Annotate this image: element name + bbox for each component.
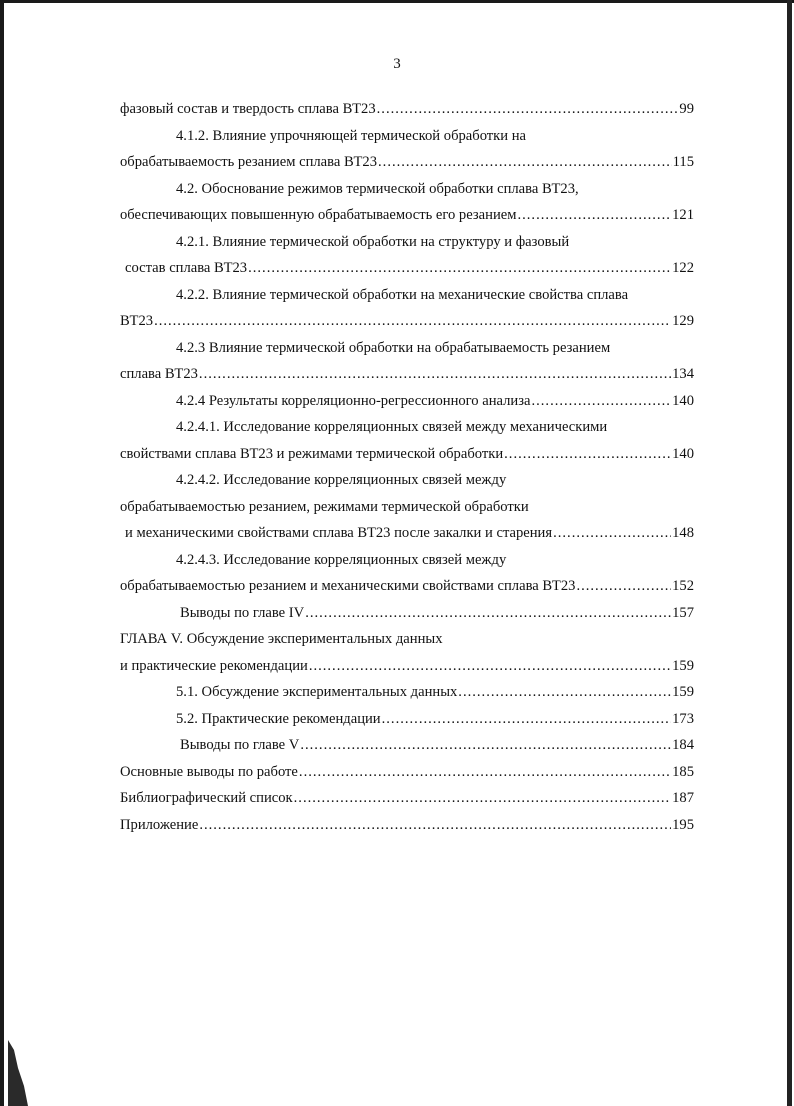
- toc-leader-dots: [576, 573, 671, 600]
- toc-entry: [120, 335, 694, 362]
- toc-entry: [120, 812, 694, 839]
- toc-entry-page: 152: [672, 578, 694, 594]
- toc-entry-page: 121: [672, 207, 694, 223]
- toc-entry-text: ГЛАВА V. Обсуждение экспериментальных данных: [120, 631, 443, 647]
- toc-entry-page: 159: [672, 684, 694, 700]
- scan-border-left: [0, 0, 4, 1106]
- toc-entry-text: 4.2.4.3. Исследование корреляционных связей между: [176, 551, 507, 568]
- toc-entry-text: обеспечивающих повышенную обрабатываемость его резанием: [120, 207, 517, 223]
- toc-leader-dots: [300, 732, 671, 759]
- toc-entry: [120, 96, 694, 123]
- toc-entry-text: 4.2.4.1. Исследование корреляционных связей между механическими: [176, 419, 608, 435]
- toc-entry-text: ВТ23: [120, 313, 154, 329]
- toc-entry: [120, 759, 694, 786]
- toc-entry: [120, 388, 694, 415]
- toc-leader-dots: [294, 785, 671, 812]
- toc-leader-dots: [377, 96, 679, 123]
- toc-entry-page: 99: [679, 101, 694, 117]
- toc-entry-text: обрабатываемость резанием сплава ВТ23: [120, 154, 378, 170]
- toc-entry-page: 122: [672, 260, 694, 276]
- toc-leader-dots: [553, 520, 671, 547]
- toc-entry: [120, 547, 694, 574]
- toc-entry: [120, 441, 694, 468]
- toc-entry: [120, 706, 694, 733]
- toc-entry: [120, 494, 694, 521]
- toc-entry-text: 4.1.2. Влияние упрочняющей термической обработки на: [176, 127, 527, 144]
- toc-leader-dots: [517, 202, 671, 229]
- toc-leader-dots: [382, 706, 671, 733]
- toc-entry: [120, 679, 694, 706]
- page-number: 3: [393, 56, 401, 72]
- toc-entry-text: сплава ВТ23: [120, 366, 198, 382]
- toc-entry: [120, 149, 694, 176]
- toc-entry: [120, 308, 694, 335]
- toc-entry-page: 173: [672, 710, 694, 727]
- toc-leader-dots: [154, 308, 671, 335]
- toc-entry: [120, 600, 694, 627]
- toc-entry: [120, 414, 694, 441]
- toc-entry-page: 115: [672, 154, 694, 170]
- toc-entry-text: Выводы по главе IV: [180, 604, 305, 621]
- toc-entry-text: 5.1. Обсуждение экспериментальных данных: [176, 684, 458, 700]
- toc-entry-text: 4.2.4 Результаты корреляционно-регрессионного анализа: [176, 392, 531, 409]
- toc-leader-dots: [458, 679, 671, 706]
- toc-entry-page: 140: [672, 445, 694, 462]
- toc-leader-dots: [199, 812, 671, 839]
- toc-entry-page: 195: [672, 816, 694, 833]
- toc-entry-text: 4.2.4.2. Исследование корреляционных связей между: [176, 472, 507, 488]
- toc-entry-page: 184: [672, 737, 694, 753]
- toc-entry-page: 157: [672, 604, 694, 621]
- toc-entry-text: Основные выводы по работе: [120, 763, 298, 780]
- toc-leader-dots: [309, 653, 671, 680]
- toc-leader-dots: [199, 361, 671, 388]
- toc-entry-text: 4.2.2. Влияние термической обработки на механические свойства сплава: [176, 286, 629, 303]
- toc-entry: [120, 653, 694, 680]
- toc-entry-text: 4.2. Обоснование режимов термической обработки сплава ВТ23,: [176, 180, 579, 197]
- table-of-contents: [120, 96, 694, 838]
- toc-entry: [120, 282, 694, 309]
- toc-entry: [120, 123, 694, 150]
- toc-entry-text: состав сплава ВТ23: [125, 260, 248, 276]
- scan-shadow-artifact: [8, 1040, 28, 1106]
- toc-entry-page: 134: [672, 366, 694, 382]
- toc-leader-dots: [305, 600, 671, 627]
- toc-entry: [120, 361, 694, 388]
- toc-entry-page: 159: [672, 657, 694, 674]
- toc-entry: [120, 626, 694, 653]
- toc-entry-text: фазовый состав и твердость сплава ВТ23: [120, 101, 376, 117]
- toc-entry: [120, 573, 694, 600]
- toc-entry-text: и практические рекомендации: [120, 657, 308, 674]
- toc-entry-text: Приложение: [120, 816, 199, 833]
- toc-entry-text: 4.2.1. Влияние термической обработки на структуру и фазовый: [176, 233, 570, 250]
- toc-entry-text: обрабатываемостью резанием, режимами термической обработки: [120, 498, 529, 515]
- toc-entry: [120, 785, 694, 812]
- toc-entry-text: свойствами сплава ВТ23 и режимами термической обработки: [120, 445, 504, 462]
- toc-entry-text: 5.2. Практические рекомендации: [176, 710, 381, 727]
- toc-entry-text: обрабатываемостью резанием и механическими свойствами сплава ВТ23: [120, 578, 576, 594]
- toc-entry-page: 129: [672, 313, 694, 329]
- toc-leader-dots: [248, 255, 671, 282]
- toc-leader-dots: [378, 149, 672, 176]
- toc-entry-text: Выводы по главе V: [180, 737, 300, 753]
- toc-entry: [120, 176, 694, 203]
- toc-entry: [120, 255, 694, 282]
- scan-border-top: [0, 0, 794, 3]
- toc-entry: [120, 467, 694, 494]
- toc-leader-dots: [531, 388, 671, 415]
- toc-leader-dots: [299, 759, 671, 786]
- toc-entry-text: и механическими свойствами сплава ВТ23 после закалки и старения: [125, 525, 553, 541]
- toc-entry: [120, 202, 694, 229]
- toc-entry-page: 140: [672, 392, 694, 409]
- toc-entry-text: Библиографический список: [120, 790, 293, 806]
- toc-entry: [120, 229, 694, 256]
- toc-entry-page: 185: [672, 763, 694, 780]
- toc-entry: [120, 732, 694, 759]
- toc-entry-page: 187: [672, 790, 694, 806]
- toc-entry: [120, 520, 694, 547]
- toc-leader-dots: [504, 441, 671, 468]
- scan-border-right: [787, 0, 792, 1106]
- toc-entry-page: 148: [672, 525, 694, 541]
- toc-entry-text: 4.2.3 Влияние термической обработки на обрабатываемость резанием: [176, 339, 611, 356]
